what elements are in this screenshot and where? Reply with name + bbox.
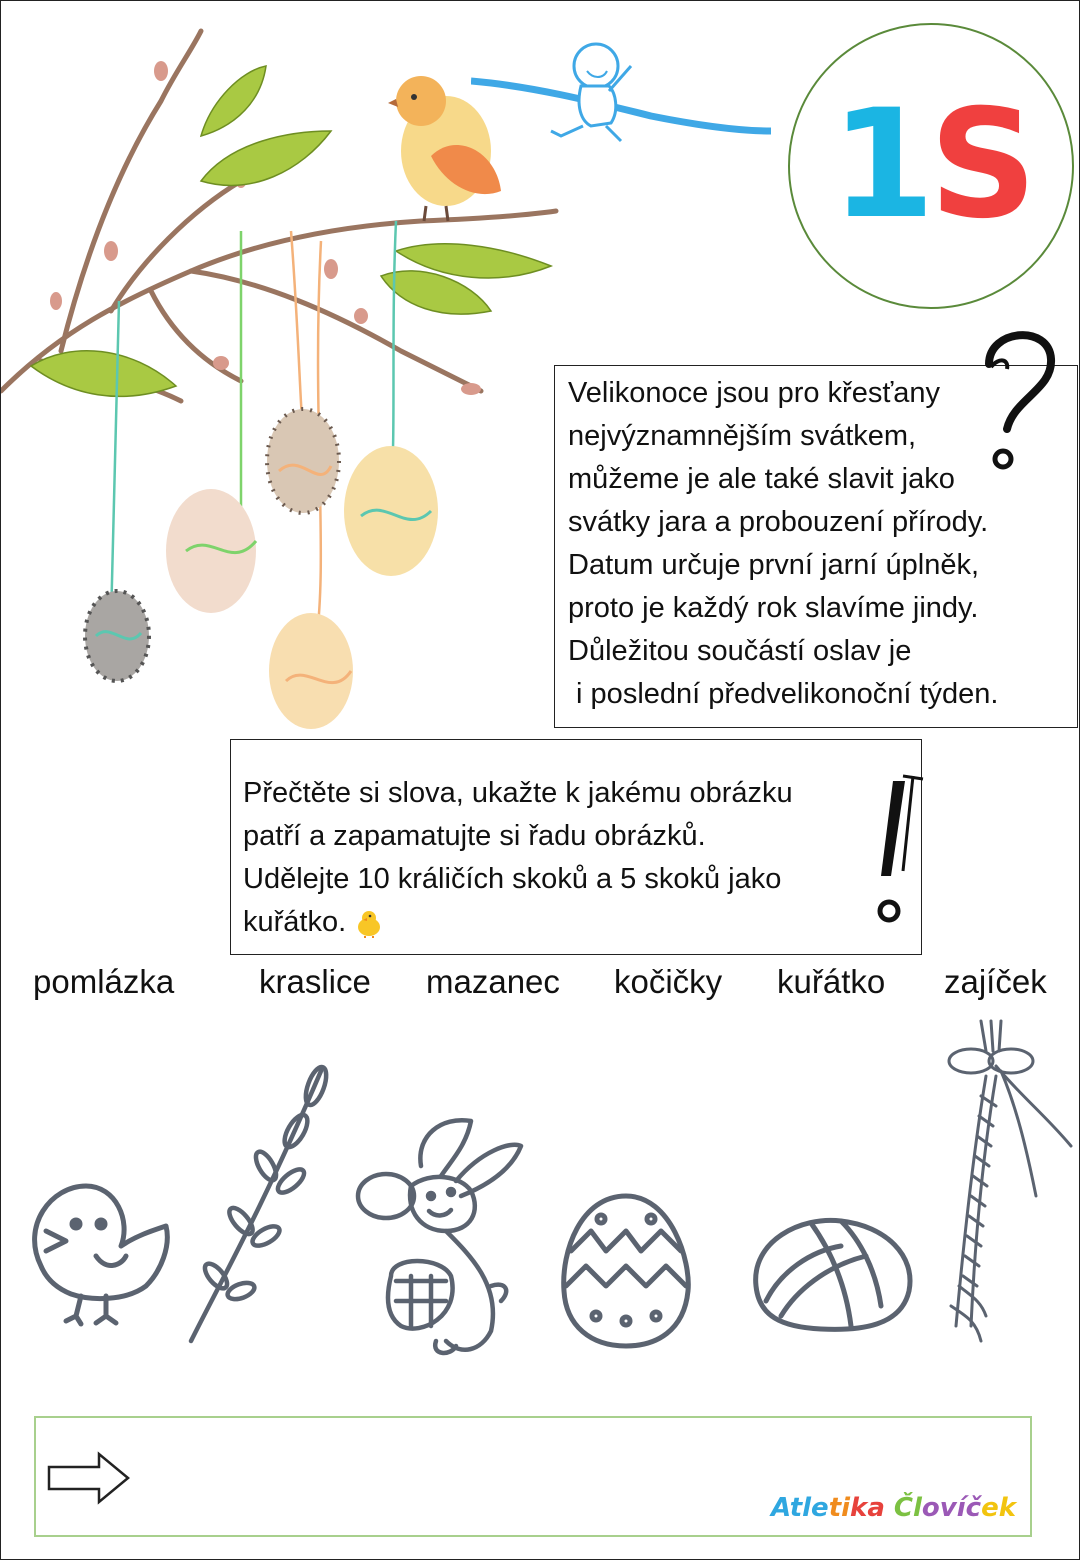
- info-line: nejvýznamnějším svátkem,: [568, 420, 917, 452]
- chick-emoji-icon: [354, 908, 384, 938]
- brand-logo: Atletika Človíček: [771, 1493, 1016, 1523]
- easter-bread-icon: [741, 1211, 916, 1336]
- class-badge: [788, 23, 1074, 309]
- word-kocicky: kočičky: [614, 963, 723, 1000]
- info-line: proto je každý rok slavíme jindy.: [568, 592, 979, 624]
- pussy-willow-icon: [181, 1061, 341, 1346]
- exclamation-mark-icon: [863, 771, 933, 931]
- question-mark-icon: [979, 319, 1059, 489]
- chick-icon: [21, 1176, 181, 1336]
- task-line: patří a zapamatujte si řadu obrázků.: [243, 820, 706, 852]
- badge-letter: S: [929, 78, 1032, 252]
- word-kuratko: kuřátko: [777, 963, 886, 1000]
- task-line: Udělejte 10 králičích skoků a 5 skoků jako: [243, 863, 782, 895]
- task-line-text: kuřátko.: [243, 906, 347, 938]
- badge-digit: 1: [830, 78, 930, 252]
- word-pomlazka: pomlázka: [33, 963, 175, 1000]
- word-mazanec: mazanec: [426, 963, 560, 1000]
- word-zajicek: zajíček: [944, 963, 1047, 1000]
- info-line: svátky jara a probouzení přírody.: [568, 506, 989, 538]
- easter-egg-icon: [556, 1191, 696, 1351]
- info-line: můžeme je ale také slavit jako: [568, 463, 955, 495]
- runner-mascot-illustration: [471, 31, 771, 151]
- info-line: Datum určuje první jarní úplněk,: [568, 549, 980, 581]
- arrow-right-icon: [47, 1451, 131, 1505]
- task-line: [243, 901, 911, 944]
- info-line: Velikonoce jsou pro křesťany: [568, 377, 940, 409]
- task-line: Přečtěte si slova, ukažte k jakému obrázku: [243, 777, 793, 809]
- word-kraslice: kraslice: [259, 963, 371, 1000]
- pomlazka-icon: [941, 1016, 1076, 1346]
- info-line: Důležitou součástí oslav je: [568, 635, 912, 667]
- info-line: i poslední předvelikonoční týden.: [568, 678, 999, 710]
- bunny-icon: [351, 1116, 531, 1361]
- task-text-box: [230, 739, 922, 955]
